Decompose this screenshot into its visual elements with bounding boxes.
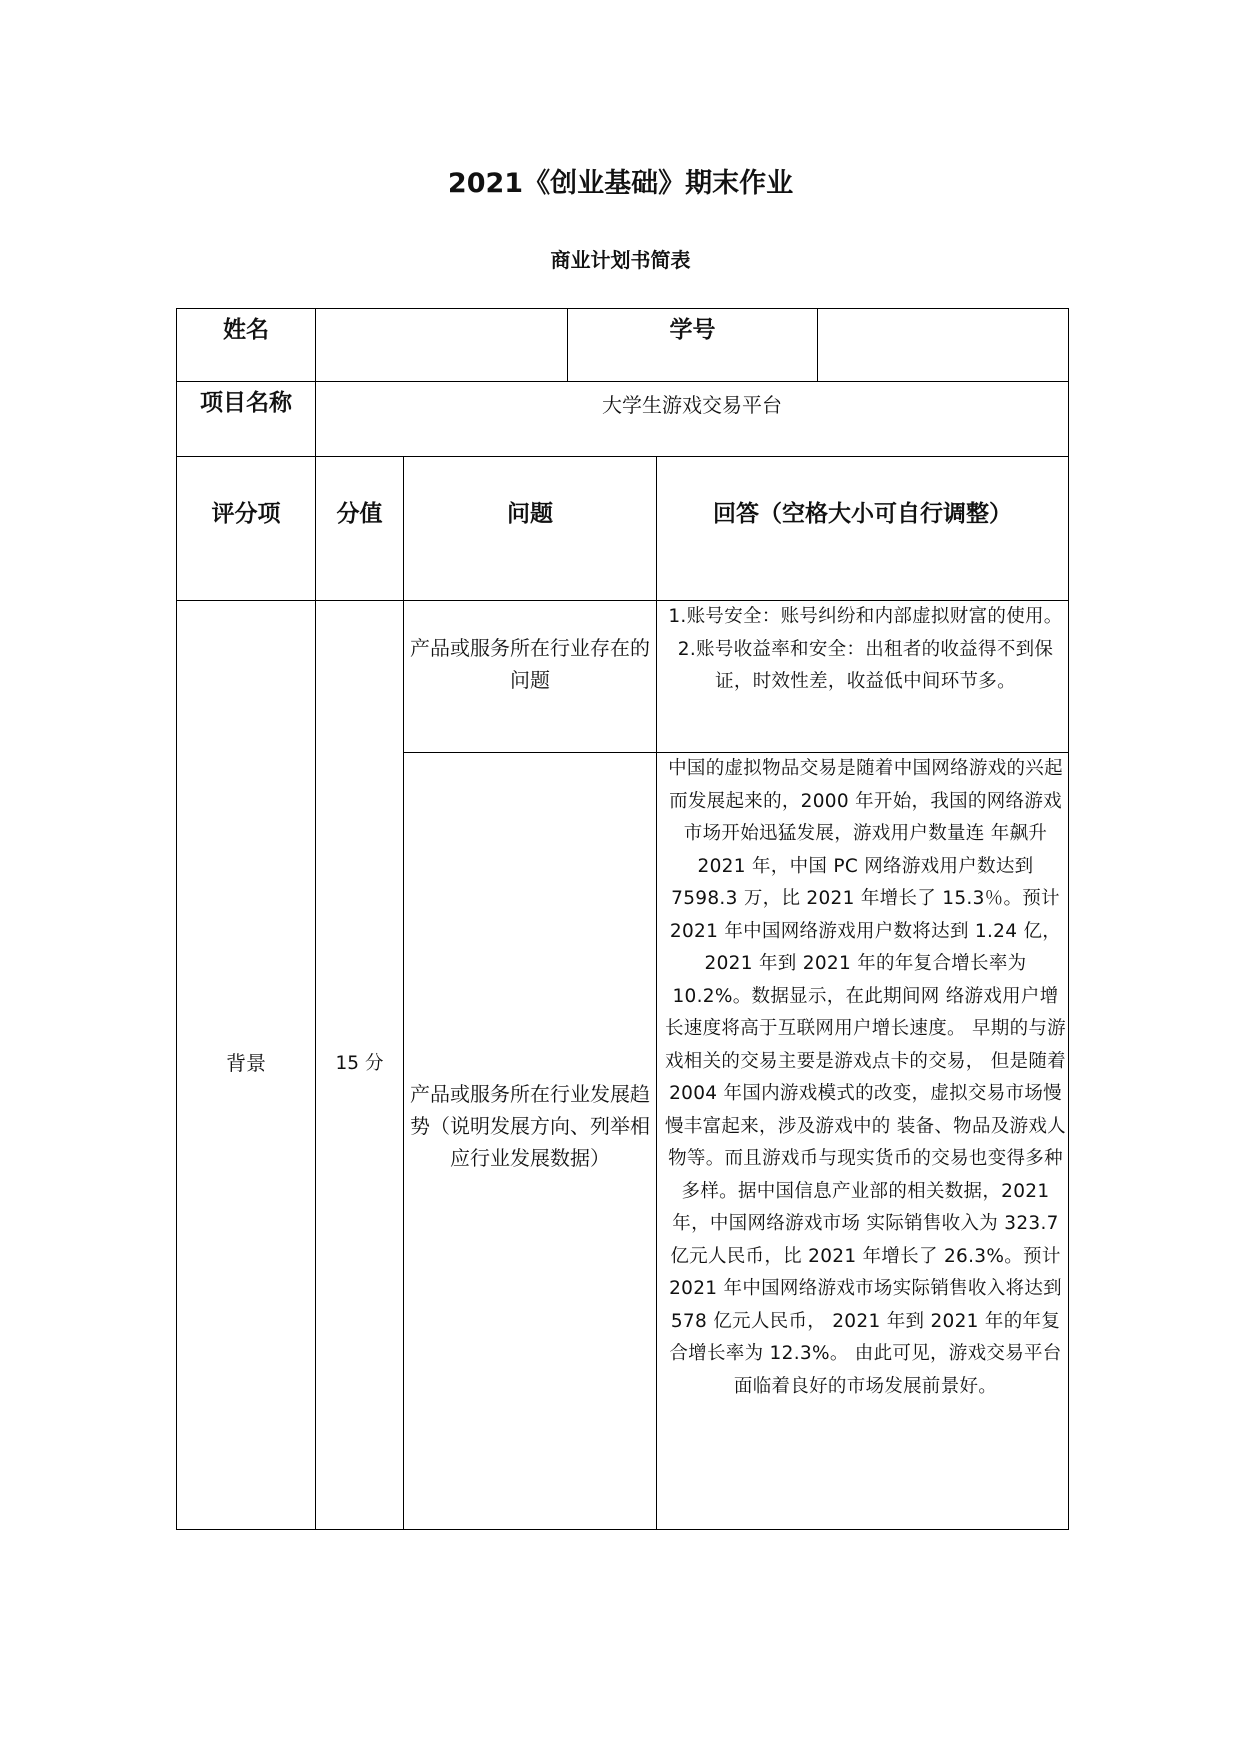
name-label-cell [176, 308, 316, 382]
page-title: 2021《创业基础》期末作业 [447, 168, 794, 199]
section-score-cell [315, 600, 404, 1530]
header-scoring-item: 评分项 [211, 501, 281, 527]
student-id-label: 学号 [669, 317, 716, 343]
student-id-label-cell [567, 308, 818, 382]
section-score-value: 15 分 [335, 1053, 384, 1074]
project-name-field[interactable] [315, 381, 1069, 457]
name-field[interactable] [315, 308, 568, 382]
project-name-value: 大学生游戏交易平台 [602, 393, 782, 417]
header-score-cell [315, 456, 404, 601]
project-label-cell [176, 381, 316, 457]
question-text-industry-trends: 产品或服务所在行业发展趋势（说明发展方向、列举相应行业发展数据） [410, 1082, 650, 1170]
header-question-cell [403, 456, 657, 601]
answer-field-industry-problems[interactable] [656, 600, 1069, 753]
header-scoring-item-cell [176, 456, 316, 601]
question-cell-industry-trends [403, 752, 657, 1530]
answer-field-industry-trends[interactable] [656, 752, 1069, 1530]
answer-text-industry-problems: 1.账号安全：账号纠纷和内部虚拟财富的使用。2.账号收益率和安全：出租者的收益得不到保证，时效性差，收益低中间环节多。 [668, 606, 1063, 692]
header-question: 问题 [507, 501, 553, 527]
header-score: 分值 [336, 501, 383, 527]
header-answer-cell [656, 456, 1069, 601]
section-item-label: 背景 [226, 1051, 266, 1075]
name-label: 姓名 [223, 317, 269, 343]
question-text-industry-problems: 产品或服务所在行业存在的问题 [410, 636, 650, 692]
project-label: 项目名称 [200, 390, 292, 416]
header-answer: 回答（空格大小可自行调整） [713, 501, 1012, 527]
section-item-cell [176, 600, 316, 1530]
page-subtitle: 商业计划书简表 [550, 248, 691, 272]
question-cell-industry-problems [403, 600, 657, 753]
student-id-field[interactable] [817, 308, 1069, 382]
answer-text-industry-trends: 中国的虚拟物品交易是随着中国网络游戏的兴起而发展起来的，2000 年开始，我国的网络游戏市场开始迅猛发展，游戏用户数量连 年飙升 2021 年，中国 PC 网络游戏用户数达到 7598.3 万，比 2021 年增长了 15.3％。预计 2021 年中国网络游戏用户数将达到 1.24 亿， 2021 年到 2021 年的年复合增长率为 10.2%。数据显示，在此期间网 络游戏用户增长速度将高于互联网用户增长速度。 早期的与游戏相关的交易主要是游戏点卡的交易， 但是随着 2004 年国内游戏模式的改变，虚拟交易市场慢慢丰富起来，涉及游戏中的 装备、物品及游戏人物等。而且游戏币与现实货币的交易也变得多种多样。据中国信息产业部的相关数据，2021 年，中国网络游戏市场 实际销售收入为 323.7 亿元人民币，比 2021 年增长了 26.3%。预计 2021 年中国网络游戏市场实际销售收入将达到 578 亿元人民币， 2021 年到 2021 年的年复合增长率为 12.3%。 由此可见，游戏交易平台面临着良好的市场发展前景好。 [665, 758, 1066, 1397]
